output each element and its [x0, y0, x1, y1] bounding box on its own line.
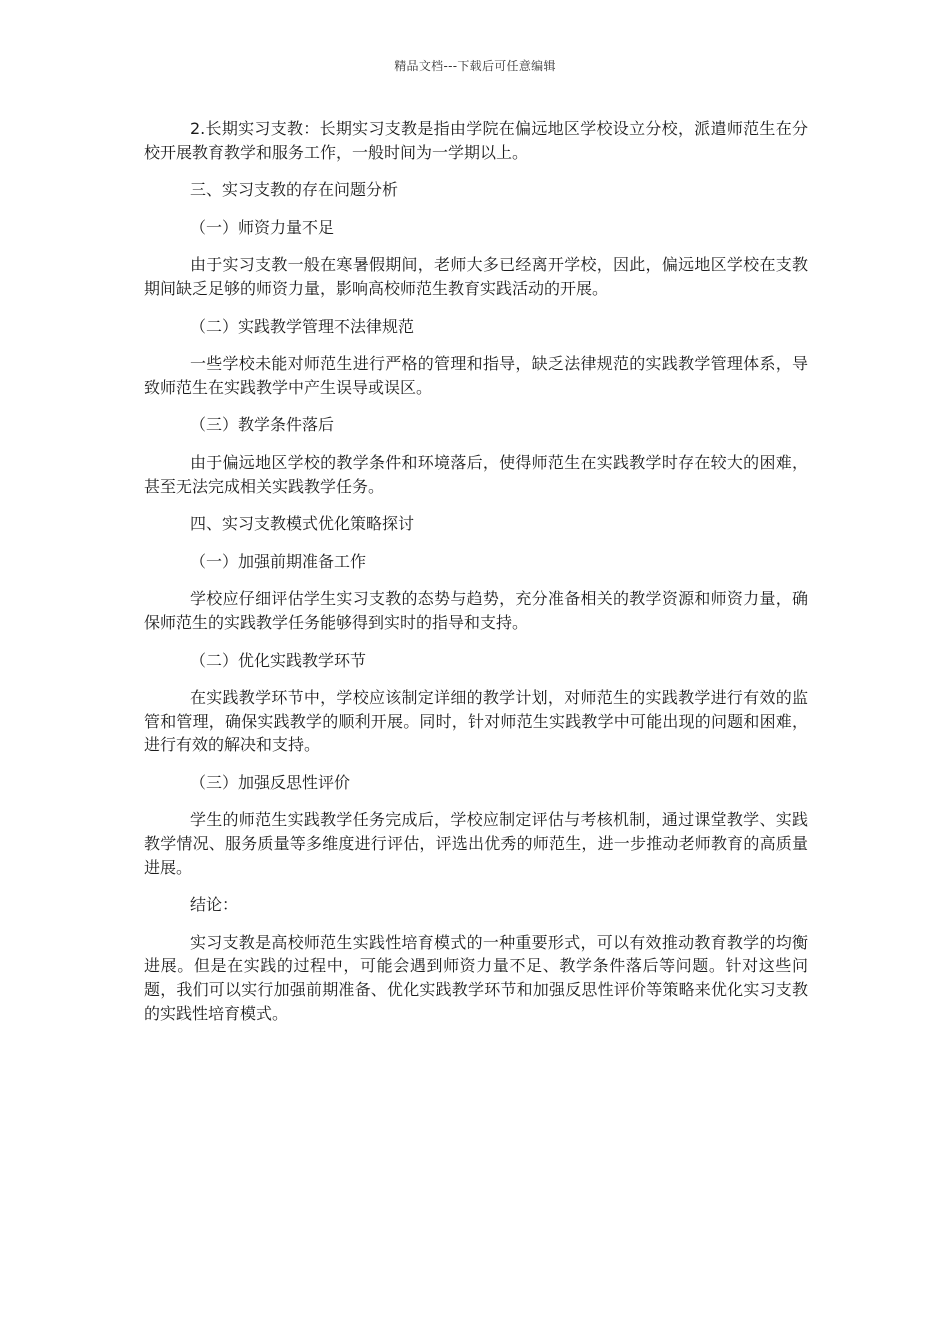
page-header: 精品文档---下载后可任意编辑 — [394, 59, 556, 73]
paragraph-evaluation: 学生的师范生实践教学任务完成后，学校应制定评估与考核机制，通过课堂教学、实践教学情况、服务质量等多维度进行评估，评选出优秀的师范生，进一步推动老师教育的高质量进展。 — [144, 810, 808, 877]
subheading-optimize: （二）优化实践教学环节 — [190, 650, 367, 670]
paragraph-teacher-shortage: 由于实习支教一般在寒暑假期间，老师大多已经离开学校，因此，偏远地区学校在支教期间缺乏足够的师资力量，影响高校师范生教育实践活动的开展。 — [144, 255, 808, 298]
subheading-management: （二）实践教学管理不法律规范 — [190, 316, 415, 336]
paragraph-management: 一些学校未能对师范生进行严格的管理和指导，缺乏法律规范的实践教学管理体系，导致师范生在实践教学中产生误导或误区。 — [144, 354, 808, 397]
paragraph-preparation: 学校应仔细评估学生实习支教的态势与趋势，充分准备相关的教学资源和师资力量，确保师范生的实践教学任务能够得到实时的指导和支持。 — [144, 589, 808, 632]
subheading-preparation: （一）加强前期准备工作 — [190, 551, 367, 571]
section-heading-strategies: 四、实习支教模式优化策略探讨 — [190, 514, 415, 534]
section-heading-problems: 三、实习支教的存在问题分析 — [190, 180, 399, 200]
paragraph-long-term-teaching: 2.长期实习支教：长期实习支教是指由学院在偏远地区学校设立分校，派遣师范生在分校开展教育教学和服务工作，一般时间为一学期以上。 — [144, 119, 808, 162]
paragraph-optimize: 在实践教学环节中，学校应该制定详细的教学计划，对师范生的实践教学进行有效的监管和管理，确保实践教学的顺利开展。同时，针对师范生实践教学中可能出现的问题和困难，进行有效的解决和支持。 — [144, 688, 808, 755]
document-body — [144, 117, 808, 1039]
subheading-teacher-shortage: （一）师资力量不足 — [190, 217, 335, 237]
paragraph-conditions: 由于偏远地区学校的教学条件和环境落后，使得师范生在实践教学时存在较大的困难，甚至无法完成相关实践教学任务。 — [144, 452, 808, 496]
subheading-evaluation: （三）加强反思性评价 — [190, 772, 351, 792]
subheading-conditions: （三）教学条件落后 — [190, 415, 335, 435]
paragraph-conclusion: 实习支教是高校师范生实践性培育模式的一种重要形式，可以有效推动教育教学的均衡进展。但是在实践的过程中，可能会遇到师资力量不足、教学条件落后等问题。针对这些问题，我们可以实行加强前期准备、优化实践教学环节和加强反思性评价等策略来优化实习支教的实践性培育模式。 — [144, 932, 808, 1023]
section-heading-conclusion: 结论： — [190, 895, 239, 915]
